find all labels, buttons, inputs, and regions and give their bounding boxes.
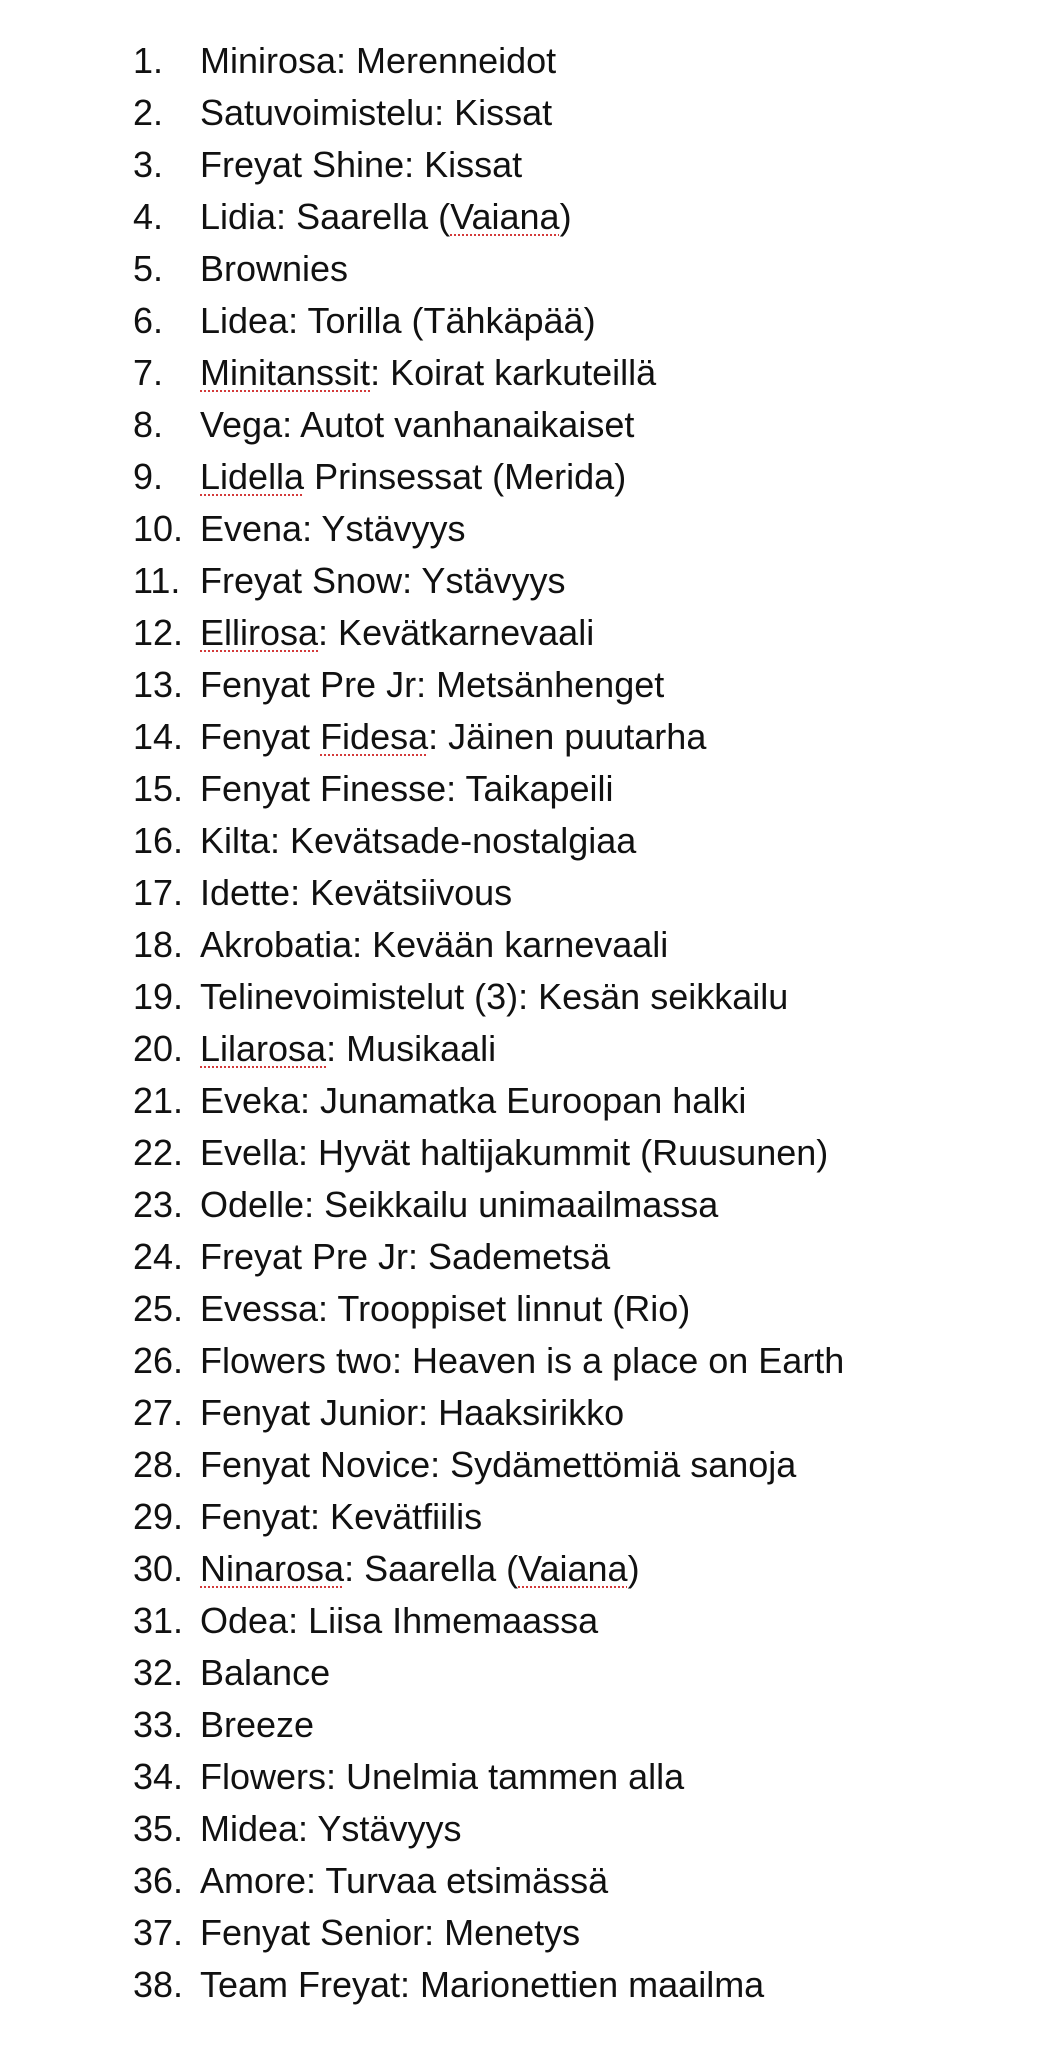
list-item-number: 17. xyxy=(133,872,184,913)
list-item-text xyxy=(200,711,706,763)
list-item-number: 9. xyxy=(133,456,164,497)
list-item-number: 10. xyxy=(133,508,184,549)
list-item-text xyxy=(200,1491,482,1543)
list-item-number: 1. xyxy=(133,40,164,81)
list-item-text-segment: Evella: Hyvät haltijakummit (Ruusunen) xyxy=(200,1132,829,1173)
list-item-number: 12. xyxy=(133,612,184,653)
list-item-text-segment: Team Freyat: Marionettien maailma xyxy=(200,1964,765,2005)
list-item-text xyxy=(200,139,522,191)
list-item-number: 23. xyxy=(133,1184,184,1225)
list-item-text-segment: Fenyat Junior: Haaksirikko xyxy=(200,1392,625,1433)
list-item-number: 26. xyxy=(133,1340,184,1381)
list-item-text xyxy=(200,399,634,451)
list-item-text-segment: Fenyat xyxy=(200,716,321,757)
list-item-text-segment: Fenyat Pre Jr: Metsänhenget xyxy=(200,664,665,705)
list-item-text-segment: Idette: Kevätsiivous xyxy=(200,872,513,913)
list-item-text xyxy=(200,1751,684,1803)
list-item-text-segment: Akrobatia: Kevään karnevaali xyxy=(200,924,669,965)
list-item-text xyxy=(200,1647,330,1699)
list-item xyxy=(0,1491,1050,1543)
list-item xyxy=(0,1699,1050,1751)
list-item-text-segment: Brownies xyxy=(200,248,349,289)
list-item-text xyxy=(200,555,565,607)
list-item xyxy=(0,1231,1050,1283)
document-page xyxy=(0,35,1050,2011)
list-item-number: 21. xyxy=(133,1080,184,1121)
list-item xyxy=(0,1751,1050,1803)
list-item-text xyxy=(200,1127,828,1179)
list-item-number: 11. xyxy=(133,560,181,601)
list-item-text xyxy=(200,1803,461,1855)
list-item xyxy=(0,1803,1050,1855)
list-item-number: 2. xyxy=(133,92,164,133)
list-item-text-segment: Fenyat: Kevätfiilis xyxy=(200,1496,483,1537)
list-item-text-segment: Fenyat Senior: Menetys xyxy=(200,1912,581,1953)
list-item-text-segment: : Saarella ( xyxy=(344,1548,519,1589)
list-item-text-segment: Amore: Turvaa etsimässä xyxy=(200,1860,609,1901)
list-item-number: 30. xyxy=(133,1548,184,1589)
list-item xyxy=(0,503,1050,555)
list-item-number: 7. xyxy=(133,352,164,393)
list-item-number: 35. xyxy=(133,1808,184,1849)
list-item-text xyxy=(200,191,572,243)
list-item-text-segment: Vega: Autot vanhanaikaiset xyxy=(200,404,635,445)
numbered-list xyxy=(0,35,1050,2011)
list-item xyxy=(0,1959,1050,2011)
list-item xyxy=(0,1387,1050,1439)
spellcheck-flagged-word: Ninarosa xyxy=(200,1548,345,1589)
list-item-number: 15. xyxy=(133,768,184,809)
list-item-text-segment: Kilta: Kevätsade-nostalgiaa xyxy=(200,820,637,861)
list-item-text xyxy=(200,867,512,919)
list-item-text xyxy=(200,1543,640,1595)
list-item-text xyxy=(200,1283,690,1335)
list-item-text-segment: Prinsessat (Merida) xyxy=(304,456,627,497)
list-item-text-segment: Breeze xyxy=(200,1704,315,1745)
list-item xyxy=(0,1075,1050,1127)
list-item xyxy=(0,347,1050,399)
list-item-text xyxy=(200,1231,610,1283)
list-item-text-segment: Odelle: Seikkailu unimaailmassa xyxy=(200,1184,719,1225)
list-item-number: 20. xyxy=(133,1028,184,1069)
list-item-text xyxy=(200,763,614,815)
list-item xyxy=(0,1335,1050,1387)
list-item xyxy=(0,139,1050,191)
list-item-number: 24. xyxy=(133,1236,184,1277)
list-item-text-segment: Flowers two: Heaven is a place on Earth xyxy=(200,1340,845,1381)
list-item xyxy=(0,295,1050,347)
list-item-text xyxy=(200,1439,796,1491)
list-item-text-segment: ) xyxy=(559,196,572,237)
list-item xyxy=(0,607,1050,659)
list-item xyxy=(0,191,1050,243)
list-item-text-segment: Lidia: Saarella ( xyxy=(200,196,451,237)
list-item xyxy=(0,1595,1050,1647)
list-item xyxy=(0,1023,1050,1075)
list-item xyxy=(0,87,1050,139)
list-item-text-segment: Fenyat Novice: Sydämettömiä sanoja xyxy=(200,1444,797,1485)
list-item-number: 38. xyxy=(133,1964,184,2005)
list-item-number: 27. xyxy=(133,1392,184,1433)
list-item-text-segment: Flowers: Unelmia tammen alla xyxy=(200,1756,685,1797)
spellcheck-flagged-word: Vaiana xyxy=(518,1548,628,1589)
list-item-text-segment: Evena: Ystävyys xyxy=(200,508,466,549)
spellcheck-flagged-word: Lilarosa xyxy=(200,1028,327,1069)
list-item-text-segment: Minirosa: Merenneidot xyxy=(200,40,557,81)
spellcheck-flagged-word: Minitanssit xyxy=(200,352,371,393)
list-item-number: 32. xyxy=(133,1652,184,1693)
spellcheck-flagged-word: Lidella xyxy=(200,456,305,497)
list-item-number: 25. xyxy=(133,1288,184,1329)
list-item-text xyxy=(200,35,556,87)
list-item xyxy=(0,971,1050,1023)
list-item-text xyxy=(200,919,668,971)
list-item xyxy=(0,815,1050,867)
list-item xyxy=(0,1855,1050,1907)
list-item-number: 6. xyxy=(133,300,164,341)
list-item-number: 14. xyxy=(133,716,184,757)
list-item-text xyxy=(200,87,552,139)
list-item xyxy=(0,1543,1050,1595)
list-item-number: 36. xyxy=(133,1860,184,1901)
list-item-text-segment: Lidea: Torilla (Tähkäpää) xyxy=(200,300,596,341)
list-item-number: 33. xyxy=(133,1704,184,1745)
list-item-text xyxy=(200,503,465,555)
list-item-number: 4. xyxy=(133,196,164,237)
list-item-text xyxy=(200,1387,624,1439)
list-item-text-segment: : Koirat karkuteillä xyxy=(370,352,657,393)
list-item xyxy=(0,1179,1050,1231)
list-item-text-segment: Balance xyxy=(200,1652,331,1693)
list-item-text-segment: Telinevoimistelut (3): Kesän seikkailu xyxy=(200,976,789,1017)
list-item-number: 13. xyxy=(133,664,184,705)
list-item-number: 8. xyxy=(133,404,164,445)
list-item-text xyxy=(200,1075,746,1127)
list-item-text-segment: : Kevätkarnevaali xyxy=(318,612,595,653)
list-item xyxy=(0,555,1050,607)
list-item-text xyxy=(200,1023,496,1075)
list-item-text xyxy=(200,1179,718,1231)
list-item-text xyxy=(200,347,656,399)
list-item xyxy=(0,1283,1050,1335)
list-item-text xyxy=(200,815,636,867)
list-item-number: 28. xyxy=(133,1444,184,1485)
list-item-text xyxy=(200,971,788,1023)
list-item-number: 34. xyxy=(133,1756,184,1797)
list-item-text xyxy=(200,1595,598,1647)
spellcheck-flagged-word: Vaiana xyxy=(450,196,560,237)
list-item-text-segment: Satuvoimistelu: Kissat xyxy=(200,92,553,133)
list-item-number: 18. xyxy=(133,924,184,965)
list-item-number: 16. xyxy=(133,820,184,861)
list-item-number: 29. xyxy=(133,1496,184,1537)
list-item xyxy=(0,1439,1050,1491)
list-item-text-segment: Midea: Ystävyys xyxy=(200,1808,462,1849)
list-item-number: 37. xyxy=(133,1912,184,1953)
list-item-number: 5. xyxy=(133,248,164,289)
list-item xyxy=(0,243,1050,295)
list-item-text xyxy=(200,451,626,503)
list-item-text-segment: Eveka: Junamatka Euroopan halki xyxy=(200,1080,747,1121)
list-item-text xyxy=(200,1335,844,1387)
list-item-text-segment: Evessa: Trooppiset linnut (Rio) xyxy=(200,1288,691,1329)
list-item-number: 3. xyxy=(133,144,164,185)
list-item-text-segment: : Jäinen puutarha xyxy=(428,716,707,757)
list-item-text-segment: Freyat Snow: Ystävyys xyxy=(200,560,566,601)
list-item xyxy=(0,867,1050,919)
list-item-text xyxy=(200,243,348,295)
list-item-text-segment: : Musikaali xyxy=(326,1028,497,1069)
list-item xyxy=(0,451,1050,503)
list-item-text xyxy=(200,1959,764,2011)
list-item-text xyxy=(200,607,594,659)
list-item-text xyxy=(200,659,664,711)
list-item xyxy=(0,659,1050,711)
list-item-text-segment: Freyat Pre Jr: Sademetsä xyxy=(200,1236,611,1277)
list-item xyxy=(0,919,1050,971)
spellcheck-flagged-word: Fidesa xyxy=(320,716,429,757)
list-item-text-segment: Fenyat Finesse: Taikapeili xyxy=(200,768,614,809)
list-item-text xyxy=(200,1907,580,1959)
list-item xyxy=(0,35,1050,87)
list-item-text-segment: ) xyxy=(627,1548,640,1589)
list-item-text xyxy=(200,1855,608,1907)
list-item-number: 31. xyxy=(133,1600,184,1641)
list-item xyxy=(0,711,1050,763)
list-item-text-segment: Freyat Shine: Kissat xyxy=(200,144,523,185)
list-item-text-segment: Odea: Liisa Ihmemaassa xyxy=(200,1600,599,1641)
list-item xyxy=(0,399,1050,451)
spellcheck-flagged-word: Ellirosa xyxy=(200,612,319,653)
list-item-number: 19. xyxy=(133,976,184,1017)
list-item xyxy=(0,1647,1050,1699)
list-item-text xyxy=(200,295,596,347)
list-item-number: 22. xyxy=(133,1132,184,1173)
list-item xyxy=(0,763,1050,815)
list-item xyxy=(0,1907,1050,1959)
list-item xyxy=(0,1127,1050,1179)
list-item-text xyxy=(200,1699,314,1751)
